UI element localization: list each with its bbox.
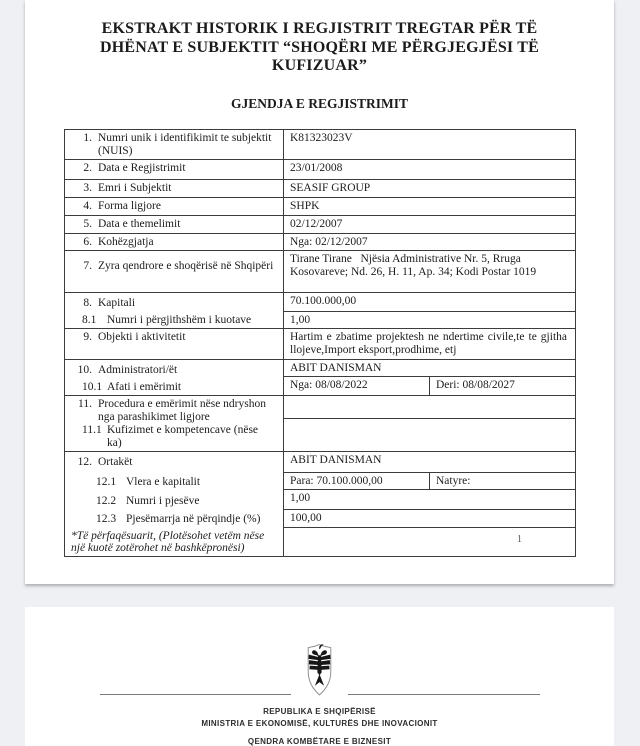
row-sub-number: 8.1 (82, 313, 97, 326)
row-shares-count-value: 1,00 (284, 490, 576, 510)
row-appointment-procedure-value (284, 395, 576, 418)
crest-row (100, 643, 540, 698)
table-row (65, 292, 576, 311)
row-number: 4. (83, 199, 92, 212)
label-text: Emri i Subjektit (98, 181, 172, 194)
table-row (65, 129, 576, 159)
row-number: 6. (83, 235, 92, 248)
row-head-office-value: Tirane Tirane Njësia Administrative Nr. 5, Rruga Kosovareve; Nd. 26, H. 11, Ap. 34; Kodi Postar 1019 (284, 250, 576, 292)
row-subject-name-label (65, 179, 284, 197)
row-activity-label (65, 328, 284, 359)
label-text: Kapitali (98, 296, 136, 309)
row-number: 12. (77, 455, 92, 468)
label-text: Forma ligjore (98, 199, 161, 212)
row-registration-date-label (65, 159, 284, 179)
row-number: 8. (83, 296, 92, 309)
albania-eagle-emblem-icon (304, 643, 335, 698)
row-nuis-label (65, 129, 284, 159)
registry-table (64, 129, 576, 557)
row-number: 2. (83, 161, 92, 174)
page-number: 1 (517, 534, 522, 545)
crest-rule-left (100, 694, 292, 695)
row-legal-form-value: SHPK (284, 197, 576, 215)
label-text: Ortakët (98, 455, 133, 468)
label-text: Data e themelimit (98, 217, 181, 230)
ministry-name: MINISTRIA E EKONOMISË, KULTURËS DHE INOVACIONIT (201, 718, 438, 728)
table-row (65, 250, 576, 292)
row-founding-date-label (65, 215, 284, 233)
row-duration-value: Nga: 02/12/2007 (284, 233, 576, 250)
table-row (65, 233, 576, 250)
row-partners-label (65, 451, 284, 556)
row-capital-nature-value: Natyre: (430, 472, 576, 490)
row-representatives-value (284, 528, 576, 556)
table-row (65, 197, 576, 215)
label-text: Objekti i aktivitetit (98, 330, 186, 343)
label-text: Numri i përgjithshëm i kuotave (107, 313, 252, 326)
row-subject-name-value: SEASIF GROUP (284, 179, 576, 197)
row-nuis-value: K81323023V (284, 129, 576, 159)
row-sub-number: 12.3 (96, 512, 117, 525)
table-row (65, 395, 576, 418)
row-sub-number: 11.1 (82, 423, 102, 436)
row-capital-value: 70.100.000,00 (284, 292, 576, 311)
title-line-2: DHËNAT E SUBJEKTIT “SHOQËRI ME PËRGJEGJËSI TË (99, 38, 540, 56)
document-page-2 (25, 607, 614, 746)
row-capital-label (65, 292, 284, 328)
table-row (65, 215, 576, 233)
table-row (65, 159, 576, 179)
row-activity-value: Hartim e zbatime projektesh ne ndertime civile,te te gjitha llojeve,Import eksport,prodhime, etj (284, 328, 576, 359)
row-administrator-value: ABIT DANISMAN (284, 359, 576, 376)
label-text: Vlera e kapitalit (126, 475, 201, 488)
row-legal-form-label (65, 197, 284, 215)
row-quota-count-value: 1,00 (284, 311, 576, 328)
row-participation-percent-value: 100,00 (284, 510, 576, 528)
row-number: 5. (83, 217, 92, 230)
table-row (65, 328, 576, 359)
label-text: Numri i pjesëve (126, 494, 200, 507)
title-line-1: EKSTRAKT HISTORIK I REGJISTRIT TREGTAR PËR TË (101, 20, 538, 37)
row-partners-value: ABIT DANISMAN (284, 451, 576, 472)
label-text: Afati i emërimit (107, 380, 182, 393)
row-appointment-procedure-label (65, 395, 284, 451)
label-text: Kohëzgjatja (98, 235, 154, 248)
row-number: 9. (83, 330, 92, 343)
row-sub-number: 10.1 (82, 380, 103, 393)
label-text: Administratori/ët (98, 363, 178, 376)
title-line-3: KUFIZUAR” (271, 57, 368, 74)
document-page-1 (25, 0, 614, 584)
row-number: 3. (83, 181, 92, 194)
row-sub-number: 12.1 (96, 475, 117, 488)
republic-name: REPUBLIKA E SHQIPËRISË (263, 707, 376, 716)
business-center-name: QENDRA KOMBËTARE E BIZNESIT (247, 737, 392, 746)
label-text: Zyra qendrore e shoqërisë në Shqipëri (98, 259, 274, 272)
row-number: 7. (83, 259, 92, 272)
section-heading: GJENDJA E REGJISTRIMIT (230, 95, 409, 111)
label-text: Numri unik i identifikimit te subjektit (NUIS) (98, 131, 272, 157)
row-head-office-label (65, 250, 284, 292)
table-row (65, 179, 576, 197)
crest-rule-right (348, 694, 540, 695)
label-text: Kufizimet e kompetencave (nëse ka) (107, 423, 259, 449)
row-term-until-value: Deri: 08/08/2027 (430, 376, 576, 395)
label-text: Data e Regjistrimit (98, 161, 186, 174)
representatives-note: *Të përfaqësuarit, (Plotësohet vetëm nëse një kuotë zotërohet në bashkëpronësi) (71, 529, 265, 554)
row-sub-number: 12.2 (96, 494, 117, 507)
row-number: 1. (83, 131, 92, 144)
row-founding-date-value: 02/12/2007 (284, 215, 576, 233)
row-capital-money-value: Para: 70.100.000,00 (284, 472, 430, 490)
row-duration-label (65, 233, 284, 250)
row-term-from-value: Nga: 08/08/2022 (284, 376, 430, 395)
table-row (65, 451, 576, 472)
label-text: Pjesëmarrja në përqindje (%) (126, 512, 261, 525)
row-competence-limits-value (284, 418, 576, 451)
row-administrator-label (65, 359, 284, 395)
row-registration-date-value: 23/01/2008 (284, 159, 576, 179)
row-number: 11. (78, 397, 92, 410)
label-text: Procedura e emërimit nëse ndryshon nga parashikimet ligjore (98, 397, 266, 423)
document-title (25, 20, 614, 76)
table-row (65, 359, 576, 376)
row-number: 10. (77, 363, 92, 376)
